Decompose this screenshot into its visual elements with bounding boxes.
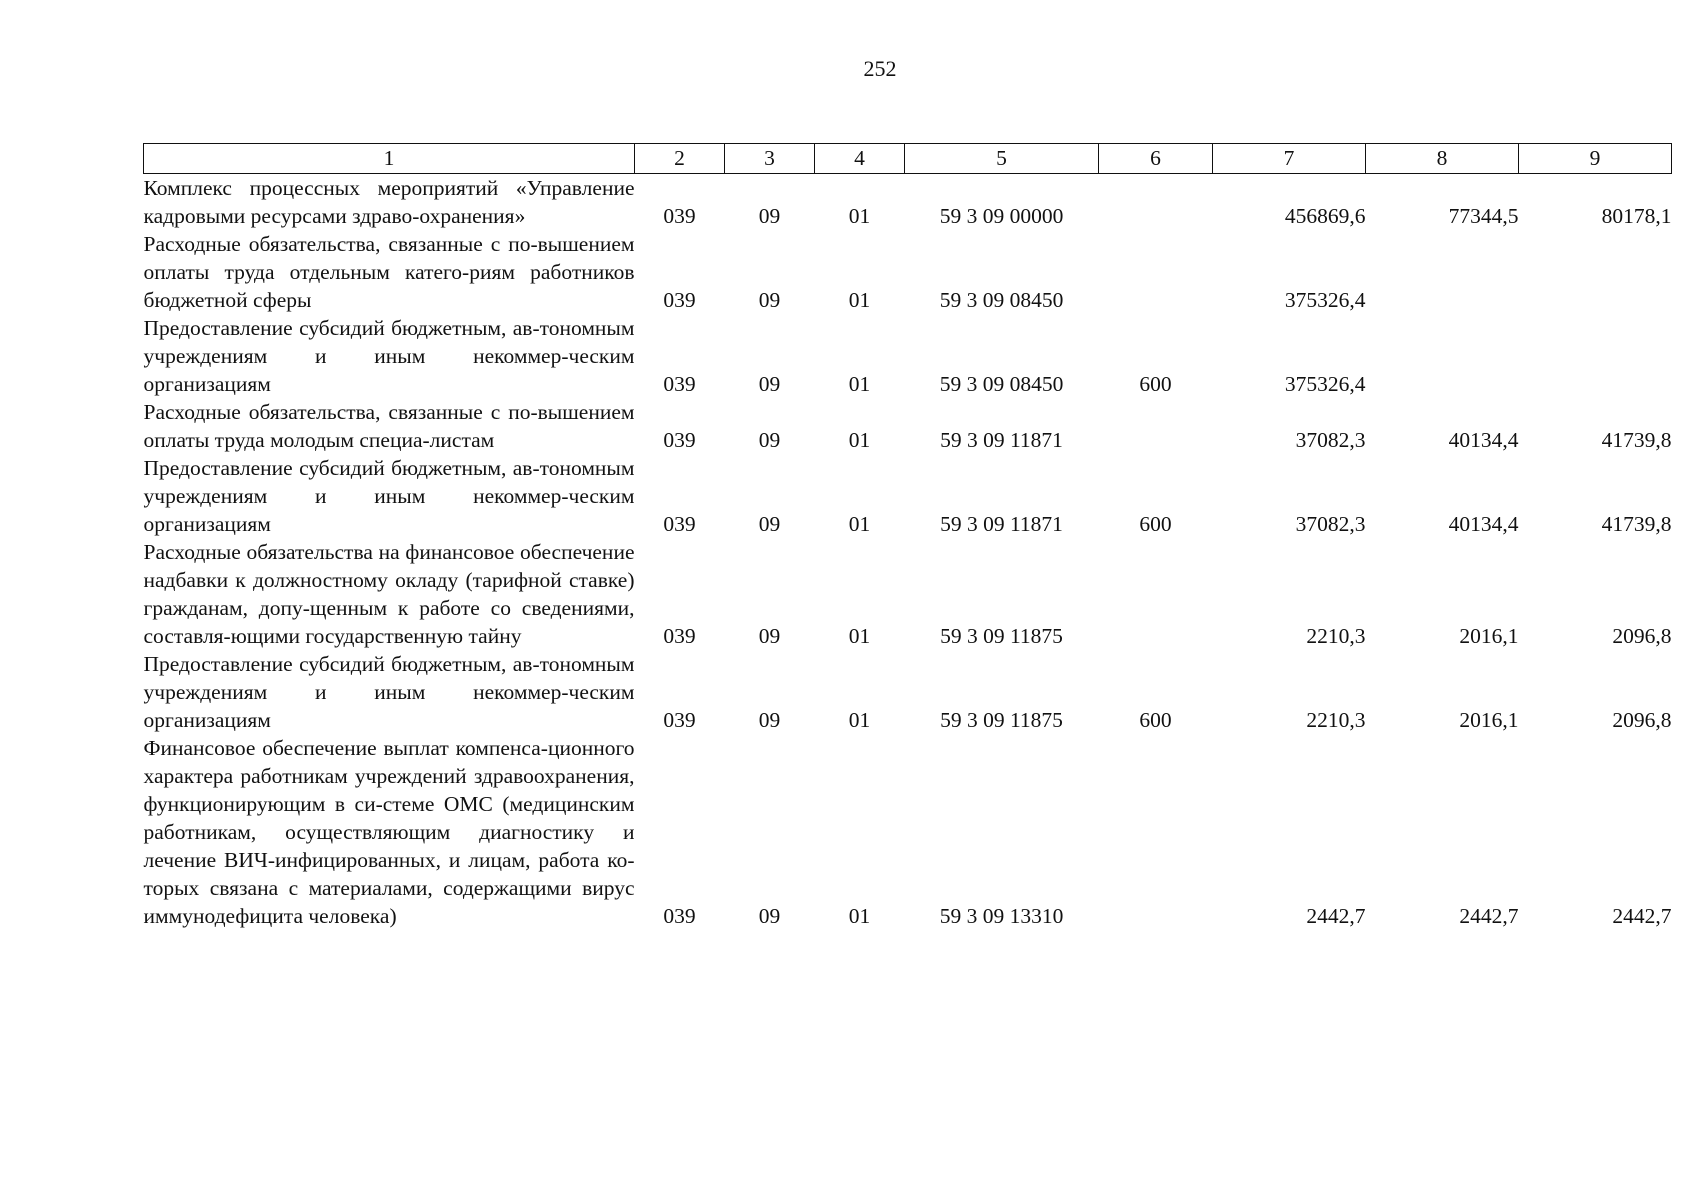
cell-grbs: 039	[663, 428, 696, 452]
header-row	[144, 144, 1672, 174]
cell-amount-year-2: 77344,5	[1448, 204, 1519, 228]
table-row	[144, 454, 1672, 538]
table-row	[144, 538, 1672, 650]
cell-amount-year-2: 40134,4	[1448, 512, 1519, 536]
column-header: 1	[144, 144, 635, 174]
row-name: Финансовое обеспечение выплат компенса-ционного характера работникам учреждений здравоохранения, функционирующим в си-стеме ОМС (медицинским работникам, осуществляющим диагностику и лечение ВИЧ-инфицированных, и лицам, работа ко-торых связана с материалами, содержащими вирус иммунодефицита человека)	[143, 736, 635, 928]
cell-expense-type	[1099, 174, 1213, 231]
cell-amount-year-3	[1519, 230, 1672, 314]
cell-expense-type	[1099, 538, 1213, 650]
column-header: 4	[815, 144, 905, 174]
cell-grbs: 039	[663, 904, 696, 928]
cell-grbs: 039	[663, 624, 696, 648]
cell-expense-type	[1099, 230, 1213, 314]
cell-amount-year-3	[1519, 314, 1672, 398]
cell-amount-year-1: 456869,6	[1284, 204, 1366, 228]
row-name: Комплекс процессных мероприятий «Управление кадровыми ресурсами здраво-охранения»	[143, 176, 635, 228]
table-row	[144, 650, 1672, 734]
cell-section: 09	[758, 372, 781, 396]
table-row	[144, 398, 1672, 454]
cell-amount-year-1: 2210,3	[1306, 624, 1366, 648]
cell-amount-year-3: 41739,8	[1601, 512, 1672, 536]
cell-amount-year-2	[1366, 230, 1519, 314]
cell-amount-year-1: 2442,7	[1306, 904, 1366, 928]
cell-target-article: 59 3 09 00000	[939, 204, 1064, 228]
table-row	[144, 230, 1672, 314]
cell-amount-year-3: 2096,8	[1612, 624, 1672, 648]
cell-amount-year-3: 2096,8	[1612, 708, 1672, 732]
column-header: 7	[1213, 144, 1366, 174]
cell-section: 09	[758, 288, 781, 312]
cell-target-article: 59 3 09 08450	[939, 288, 1064, 312]
cell-subsection: 01	[848, 372, 871, 396]
cell-amount-year-1: 375326,4	[1284, 372, 1366, 396]
cell-subsection: 01	[848, 428, 871, 452]
cell-target-article: 59 3 09 08450	[939, 372, 1064, 396]
column-header: 2	[635, 144, 725, 174]
cell-amount-year-1: 37082,3	[1295, 428, 1366, 452]
cell-subsection: 01	[848, 708, 871, 732]
cell-amount-year-2	[1366, 314, 1519, 398]
column-header: 6	[1099, 144, 1213, 174]
row-name: Предоставление субсидий бюджетным, ав-тономным учреждениям и иным некоммер-ческим организациям	[143, 652, 635, 732]
cell-grbs: 039	[663, 204, 696, 228]
row-name: Предоставление субсидий бюджетным, ав-тономным учреждениям и иным некоммер-ческим организациям	[143, 316, 635, 396]
cell-amount-year-1: 37082,3	[1295, 512, 1366, 536]
table-row	[144, 174, 1672, 231]
cell-subsection: 01	[848, 288, 871, 312]
cell-grbs: 039	[663, 512, 696, 536]
cell-target-article: 59 3 09 11871	[940, 512, 1063, 536]
cell-subsection: 01	[848, 904, 871, 928]
cell-section: 09	[758, 624, 781, 648]
row-name: Расходные обязательства на финансовое обеспечение надбавки к должностному окладу (тарифной ставке) гражданам, допу-щенным к работе со сведениями, составля-ющими государственную тайну	[143, 540, 635, 648]
cell-subsection: 01	[848, 204, 871, 228]
cell-grbs: 039	[663, 288, 696, 312]
cell-section: 09	[758, 904, 781, 928]
cell-section: 09	[758, 428, 781, 452]
cell-amount-year-1: 375326,4	[1284, 288, 1366, 312]
column-header: 3	[725, 144, 815, 174]
cell-amount-year-2: 2016,1	[1459, 624, 1519, 648]
cell-amount-year-3: 80178,1	[1601, 204, 1672, 228]
column-header: 5	[905, 144, 1099, 174]
cell-target-article: 59 3 09 11871	[940, 428, 1063, 452]
cell-expense-type: 600	[1139, 372, 1172, 396]
column-header: 9	[1519, 144, 1672, 174]
cell-target-article: 59 3 09 11875	[940, 708, 1063, 732]
column-header: 8	[1366, 144, 1519, 174]
cell-amount-year-3: 2442,7	[1612, 904, 1672, 928]
cell-expense-type: 600	[1139, 708, 1172, 732]
cell-amount-year-2: 40134,4	[1448, 428, 1519, 452]
cell-expense-type	[1099, 734, 1213, 930]
cell-grbs: 039	[663, 708, 696, 732]
cell-section: 09	[758, 512, 781, 536]
cell-expense-type	[1099, 398, 1213, 454]
cell-section: 09	[758, 204, 781, 228]
cell-amount-year-2: 2016,1	[1459, 708, 1519, 732]
row-name: Расходные обязательства, связанные с по-вышением оплаты труда отдельным катего-риям работников бюджетной сферы	[143, 232, 635, 312]
cell-subsection: 01	[848, 624, 871, 648]
cell-amount-year-3: 41739,8	[1601, 428, 1672, 452]
budget-table	[143, 143, 1672, 930]
table-row	[144, 734, 1672, 930]
row-name: Расходные обязательства, связанные с по-вышением оплаты труда молодым специа-листам	[143, 400, 635, 452]
cell-section: 09	[758, 708, 781, 732]
cell-amount-year-2: 2442,7	[1459, 904, 1519, 928]
cell-expense-type: 600	[1139, 512, 1172, 536]
row-name: Предоставление субсидий бюджетным, ав-тономным учреждениям и иным некоммер-ческим организациям	[143, 456, 635, 536]
cell-target-article: 59 3 09 11875	[940, 624, 1063, 648]
cell-target-article: 59 3 09 13310	[939, 904, 1064, 928]
page-number: 252	[863, 56, 897, 81]
cell-grbs: 039	[663, 372, 696, 396]
cell-subsection: 01	[848, 512, 871, 536]
table-row	[144, 314, 1672, 398]
cell-amount-year-1: 2210,3	[1306, 708, 1366, 732]
